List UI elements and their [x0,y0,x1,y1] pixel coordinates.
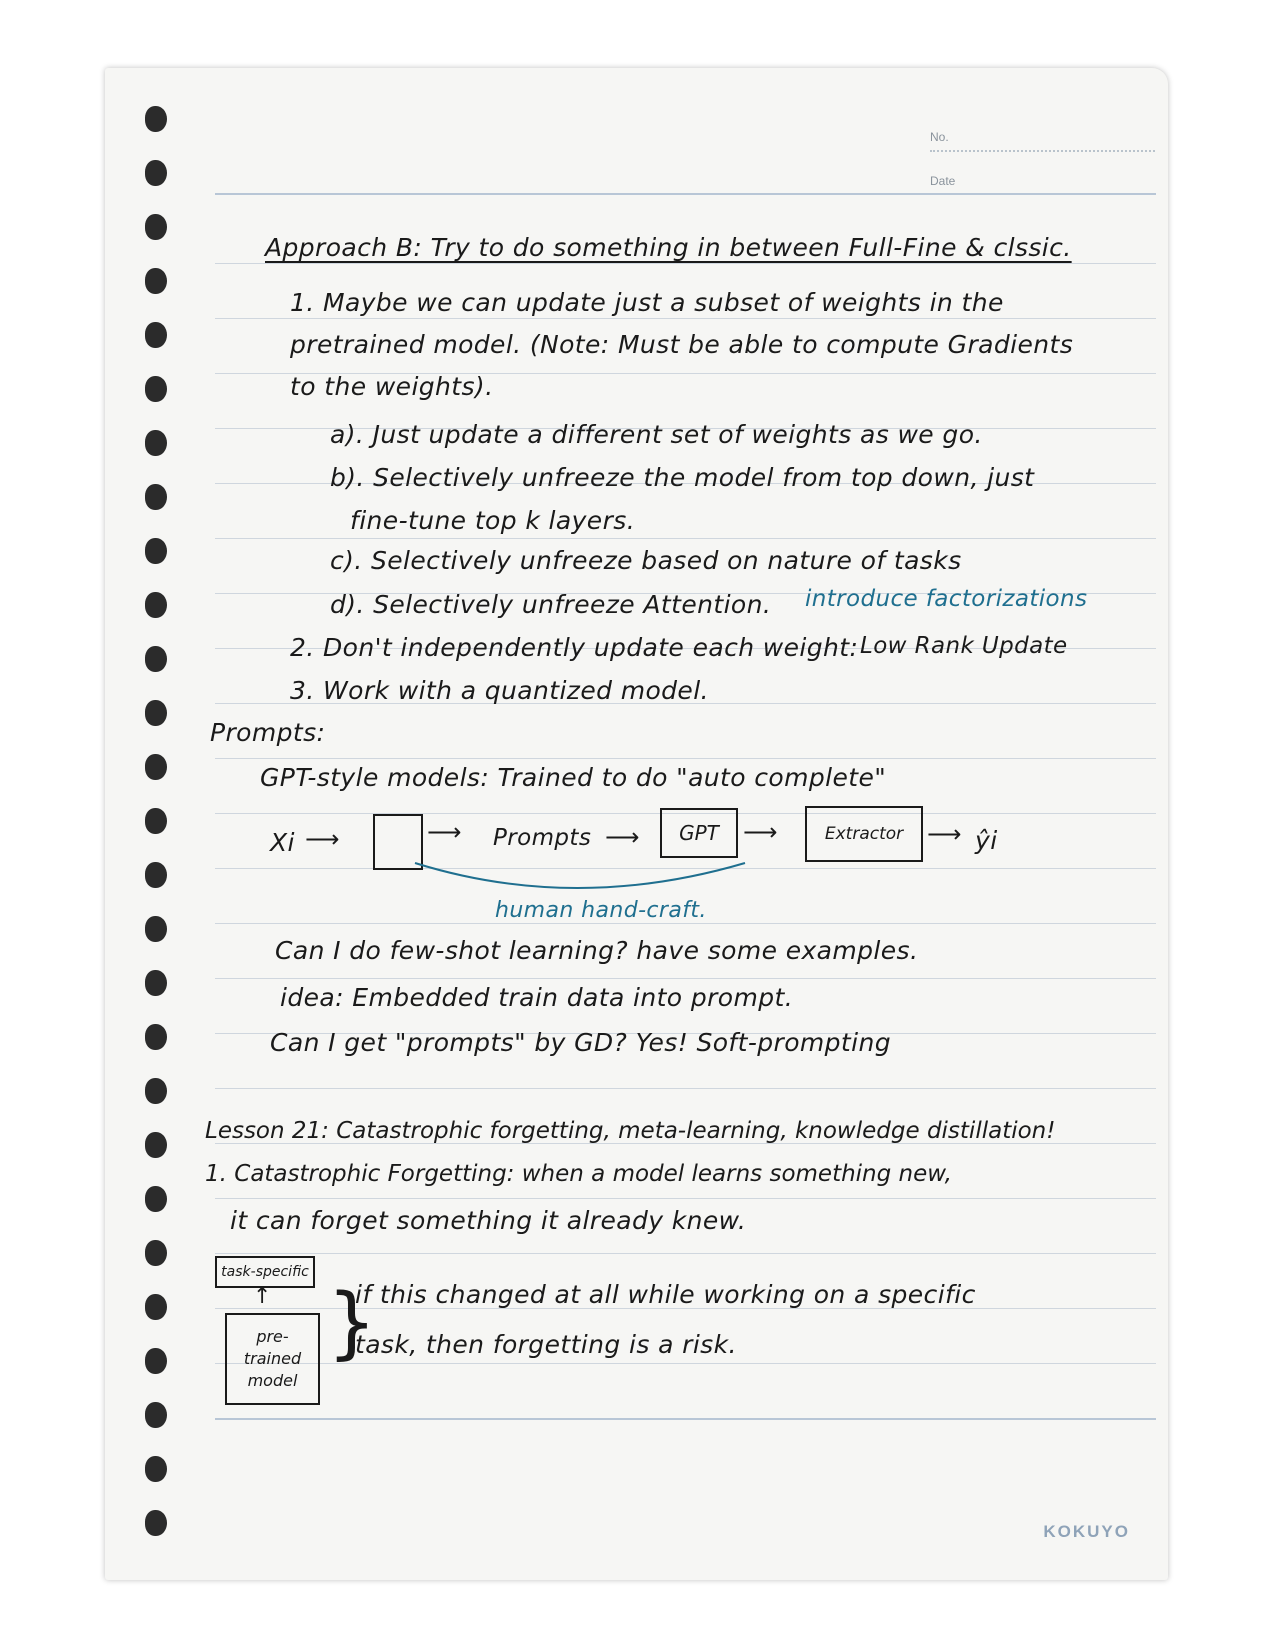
arrow-right-icon: ⟶ [305,825,340,853]
prompts-heading: Prompts: [210,718,326,747]
approach-item1-line3: to the weights). [290,372,494,401]
binder-hole [145,592,167,618]
date-label: Date [930,174,956,188]
ruled-line [215,538,1156,539]
binder-hole [145,808,167,834]
approach-sub-b-line2: fine-tune top k layers. [350,506,636,535]
pretrained-model-box [225,1313,320,1405]
binder-hole [145,538,167,564]
binder-hole [145,1348,167,1374]
gpt-box: GPT [660,808,738,858]
approach-sub-d-note: introduce factorizations [805,586,1088,612]
binder-hole [145,1294,167,1320]
notebook-page [105,68,1168,1580]
prompts-gpt-line: GPT-style models: Trained to do "auto complete" [260,763,887,792]
approach-sub-c: c). Selectively unfreeze based on nature of tasks [330,546,962,575]
footer-rule [215,1418,1156,1420]
ruled-line [215,758,1156,759]
extractor-box: Extractor [805,806,923,862]
binder-hole [145,484,167,510]
approach-item2-note: Low Rank Update [860,633,1068,659]
approach-sub-a: a). Just update a different set of weights as we go. [330,420,983,449]
brace-icon: } [327,1278,378,1368]
no-label: No. [930,130,949,144]
brand-logo: KOKUYO [1043,1522,1130,1541]
arrow-right-icon: ⟶ [605,823,640,851]
ruled-line [215,1198,1156,1199]
binder-hole [145,862,167,888]
binder-hole [145,1402,167,1428]
approach-item1-line2: pretrained model. (Note: Must be able to compute Gradients [290,330,1074,359]
binder-hole [145,1024,167,1050]
binder-hole [145,1132,167,1158]
prompts-few-shot: Can I do few-shot learning? have some examples. [275,936,919,965]
binder-hole [145,430,167,456]
binder-hole [145,376,167,402]
binder-hole [145,1186,167,1212]
task-specific-box: task-specific [215,1256,315,1288]
prompts-soft: Can I get "prompts" by GD? Yes! Soft-prompting [270,1028,891,1057]
arrow-up-icon: ↑ [253,1284,272,1309]
binder-hole [145,646,167,672]
binder-hole [145,106,167,132]
approach-item1-line1: 1. Maybe we can update just a subset of weights in the [290,288,1004,317]
ruled-line [215,1253,1156,1254]
lesson-item1-line1: 1. Catastrophic Forgetting: when a model learns something new, [205,1161,952,1187]
approach-item3: 3. Work with a quantized model. [290,676,709,705]
ruled-line [215,263,1156,264]
binder-hole [145,1456,167,1482]
binder-hole [145,160,167,186]
prompts-idea: idea: Embedded train data into prompt. [280,983,794,1012]
diagram-annotation: human hand-craft. [495,898,707,923]
binder-hole [145,268,167,294]
approach-title: Approach B: Try to do something in between Full-Fine & clssic. [265,233,1072,262]
binder-hole [145,1078,167,1104]
diagram-input: Xi [270,828,295,857]
ruled-line [215,923,1156,924]
binder-hole [145,1240,167,1266]
ruled-line [215,1088,1156,1089]
ruled-line [215,978,1156,979]
diagram-prompts-label: Prompts [493,825,592,851]
binder-hole [145,970,167,996]
binder-hole [145,916,167,942]
arrow-right-icon: ⟶ [927,820,962,848]
lesson-note-line1: if this changed at all while working on a specific [355,1280,976,1309]
binder-hole [145,700,167,726]
arrow-right-icon: ⟶ [743,818,778,846]
binder-hole [145,1510,167,1536]
binder-hole [145,754,167,780]
lesson-item1-line2: it can forget something it already knew. [230,1206,747,1235]
approach-sub-b-line1: b). Selectively unfreeze the model from top down, just [330,463,1035,492]
lesson-title: Lesson 21: Catastrophic forgetting, meta-learning, knowledge distillation! [205,1118,1056,1144]
binder-hole [145,322,167,348]
header-rule [215,193,1156,195]
approach-sub-d: d). Selectively unfreeze Attention. [330,590,772,619]
diagram-output: ŷi [975,826,998,855]
lesson-note-line2: task, then forgetting is a risk. [355,1330,737,1359]
approach-item2: 2. Don't independently update each weight: [290,633,859,662]
arrow-right-icon: ⟶ [427,818,462,846]
no-field-dots [930,150,1155,152]
pretrained-model-label: pre-trained model [243,1327,302,1390]
binder-hole [145,214,167,240]
ruled-line [215,318,1156,319]
